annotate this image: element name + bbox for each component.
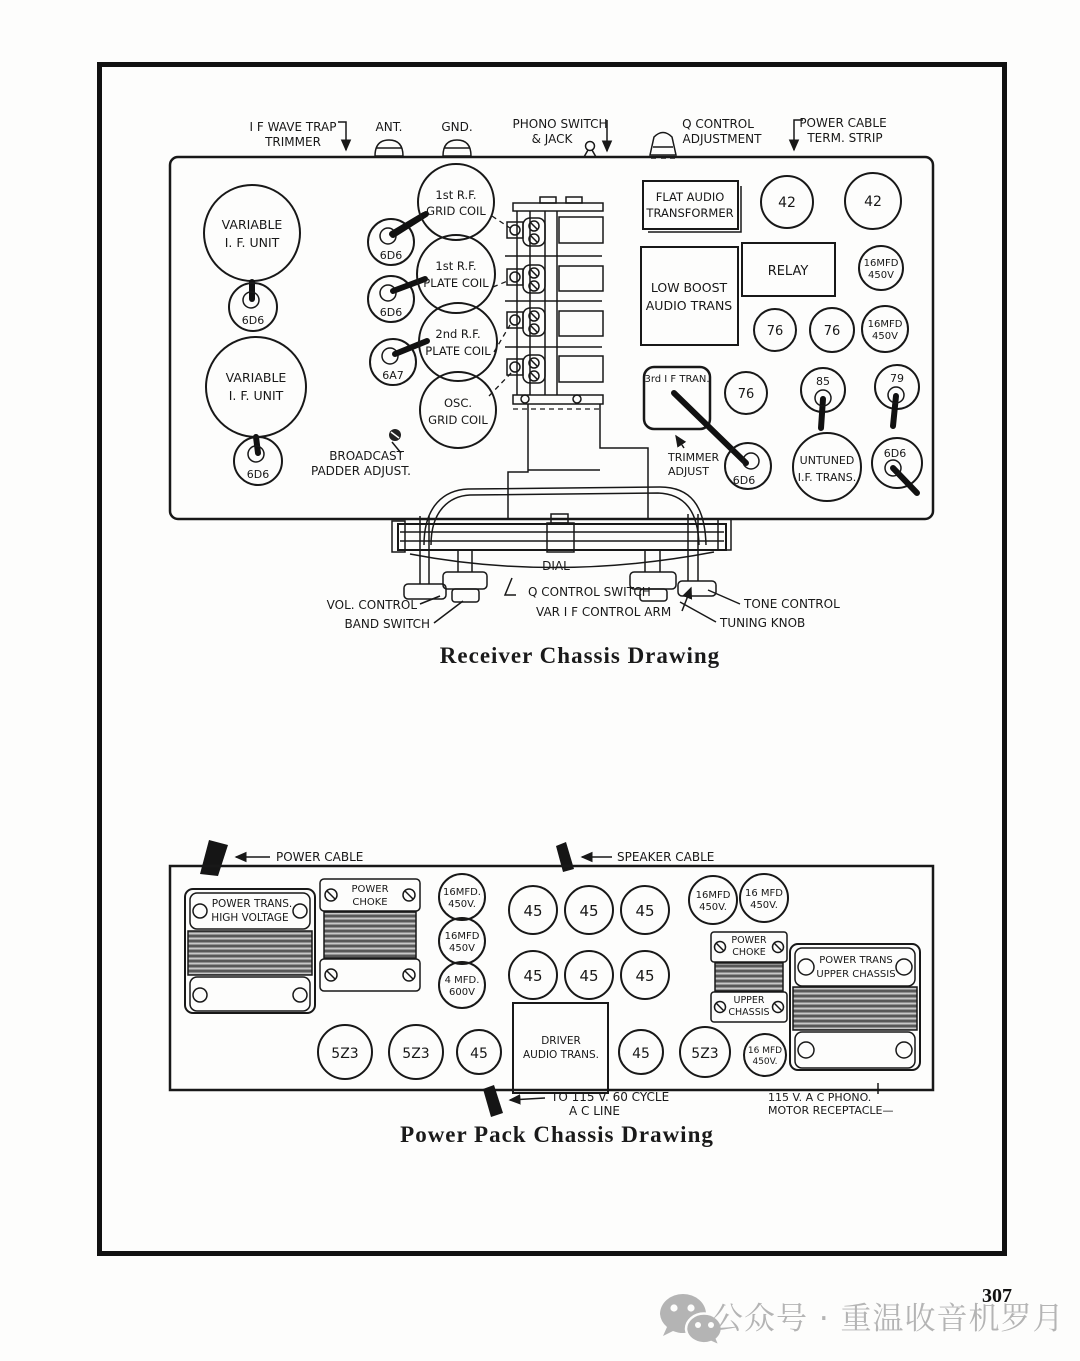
phono-label2: & JACK: [531, 132, 573, 146]
cap-16mfd-450v-p3: [689, 876, 737, 924]
tube-6d6: 6D6: [246, 468, 270, 481]
low-boost-label: LOW BOOST: [650, 280, 728, 295]
tube-79-label: 79: [890, 372, 904, 385]
cap-16mfd-450v-a: [859, 246, 903, 290]
tube-42: 42: [864, 194, 882, 210]
third-if-label: 3rd I F TRAN.: [644, 374, 710, 385]
tube-5z3-b: [389, 1025, 443, 1079]
if-wave-trap-label2: TRIMMER: [265, 135, 321, 149]
third-if-transformer: [644, 367, 746, 478]
tube-45: 45: [579, 902, 599, 920]
callout-q-control-adjustment: [650, 117, 762, 158]
relay-label: RELAY: [767, 264, 809, 279]
driver-audio-trans: [513, 1003, 608, 1093]
trans-hv-label: POWER TRANS.: [211, 898, 293, 910]
flat-audio-label: FLAT AUDIO: [655, 190, 725, 204]
variable-if-unit-2: [206, 337, 306, 485]
cap-16mfd-450v-p2: [439, 918, 485, 964]
tube-79: [875, 365, 919, 426]
trimmer-adjust-label2: ADJUST: [668, 465, 709, 478]
receiver-chassis-drawing: [170, 116, 933, 631]
gnd-label: GND.: [441, 120, 473, 134]
grid-coil-1-label: 1st R.F.: [435, 188, 477, 202]
tube-45: 45: [632, 1046, 650, 1062]
leader-line: [338, 122, 346, 150]
tube-76: 76: [766, 324, 784, 339]
callout-ant: [371, 120, 407, 157]
flat-audio-label2: TRANSFORMER: [646, 206, 734, 220]
tube-6d6-third-if: [725, 443, 771, 489]
variable-if-2-label2: I. F. UNIT: [228, 388, 284, 403]
tube-5z3: 5Z3: [402, 1046, 430, 1062]
ac-line-label: TO 115 V. 60 CYCLE: [551, 1090, 670, 1104]
receiver-drawing-title: Receiver Chassis Drawing: [439, 643, 721, 668]
cap-label2: 450V: [868, 270, 894, 281]
tube-45-bottom-b: [619, 1030, 663, 1074]
tube-45-row1: [509, 886, 669, 934]
upper-chassis-label: UPPER: [733, 995, 765, 1006]
tube-45: 45: [635, 902, 655, 920]
cap-label2: 450V.: [750, 900, 778, 911]
power-drawing-title: Power Pack Chassis Drawing: [400, 1122, 714, 1147]
untuned-if-trans: [793, 433, 861, 501]
tube-45: 45: [635, 967, 655, 985]
coil-rf2-plate: [419, 303, 510, 381]
watermark-text: 公众号 · 重温收音机罗月: [712, 1301, 1065, 1337]
tube-5z3: 5Z3: [691, 1046, 719, 1062]
coil-rf1-grid: [418, 164, 510, 240]
callout-power-cable: [200, 840, 363, 876]
if-wave-trap-label: I F WAVE TRAP: [249, 120, 337, 134]
choke-upper-label2: CHOKE: [732, 947, 766, 958]
cap-16mfd-450v-b: [862, 306, 908, 352]
speaker-cable-label: SPEAKER CABLE: [617, 850, 715, 864]
power-cable-term-label2: TERM. STRIP: [807, 131, 883, 145]
tube-6d6: 6D6: [241, 314, 265, 327]
cap-label2: 450V.: [752, 1057, 778, 1067]
ac-line-label2: A C LINE: [569, 1104, 620, 1118]
phono-jack-glyph: [586, 142, 595, 151]
trimmer-adjust-label: TRIMMER: [668, 451, 720, 464]
plate-coil-1-label: 1st R.F.: [435, 259, 477, 273]
cap-16mfd-450v-p5: [744, 1034, 786, 1076]
driver-label: DRIVER: [541, 1035, 581, 1047]
gang-trimmer-4: [507, 355, 545, 383]
tube-45: 45: [579, 967, 599, 985]
cap-label: 4 MFD.: [444, 975, 480, 986]
cap-label: 16MFD: [863, 258, 899, 269]
cap-label: 16MFD: [444, 931, 480, 942]
gang-trimmer-3: [507, 308, 545, 336]
q-switch-pointer: [505, 578, 516, 595]
tuning-knob-label: TUNING KNOB: [720, 616, 806, 630]
tube-6d6: 6D6: [732, 474, 756, 487]
cap-label: 16MFD: [867, 319, 903, 330]
cap-16mfd-450v-p4: [740, 874, 788, 922]
variable-if-2-label: VARIABLE: [225, 370, 287, 385]
cap-label: 16MFD.: [443, 887, 481, 898]
cap-label2: 450V.: [699, 902, 727, 913]
phono-label: PHONO SWITCH: [512, 117, 608, 131]
cap-label2: 450V: [872, 331, 898, 342]
cap-label: 16 MFD: [747, 1046, 783, 1056]
tube-6d6-rf1-grid: [368, 214, 426, 265]
trans-hv-label2: HIGH VOLTAGE: [211, 912, 289, 924]
trans-upper-label: POWER TRANS: [819, 955, 893, 966]
speaker-cable-glyph: [556, 842, 574, 872]
low-boost-audio-trans: [641, 247, 738, 345]
power-cable-term-label: POWER CABLE: [799, 116, 887, 130]
cap-label: 16MFD: [695, 890, 731, 901]
tube-5z3-c: [680, 1027, 730, 1077]
relay-box: [742, 243, 835, 296]
driver-label2: AUDIO TRANS.: [523, 1049, 599, 1061]
tube-42-a: [761, 176, 813, 228]
tuning-gang-assembly: [505, 197, 648, 518]
q-control-glyph: [650, 133, 676, 156]
tone-control-label: TONE CONTROL: [744, 597, 840, 611]
cap-16mfd-450v-p1: [439, 874, 485, 920]
var-if-arm-label: VAR I F CONTROL ARM: [536, 605, 672, 619]
ant-label: ANT.: [375, 120, 403, 134]
untuned-label: UNTUNED: [799, 454, 855, 467]
gang-trimmer-2: [507, 265, 545, 293]
tube-5z3: 5Z3: [331, 1046, 359, 1062]
gang-trimmer-1: [507, 218, 545, 246]
coil-osc-grid: [420, 372, 512, 448]
coil-rf1-plate: [417, 235, 510, 313]
tube-6d6-right: [872, 438, 922, 493]
tube-85-label: 85: [816, 375, 830, 388]
choke-label: POWER: [351, 884, 389, 895]
tube-42-b: [845, 173, 901, 229]
power-choke-left: [320, 879, 420, 991]
cap-label2: 450V: [449, 943, 475, 954]
callout-broadcast-padder: [311, 429, 411, 478]
power-choke-upper: [711, 932, 787, 1022]
osc-coil-label2: GRID COIL: [428, 413, 488, 427]
tube-6a7: 6A7: [382, 369, 404, 382]
tube-76: 76: [823, 324, 841, 339]
vol-control-label: VOL. CONTROL: [326, 598, 417, 612]
plate-coil-2-label2: PLATE COIL: [425, 344, 491, 358]
broadcast-label2: PADDER ADJUST.: [310, 464, 411, 478]
power-cable-glyph: [200, 840, 228, 876]
phono-receptacle-label: 115 V. A C PHONO.: [768, 1091, 872, 1104]
grid-coil-1-label2: GRID COIL: [426, 204, 486, 218]
cap-4mfd-600v: [439, 962, 485, 1008]
band-switch-label: BAND SWITCH: [344, 617, 430, 631]
tube-6d6: 6D6: [379, 306, 403, 319]
tube-45: 45: [523, 902, 543, 920]
callout-if-wave-trap-trimmer: [250, 120, 346, 150]
dial-label: DIAL: [542, 559, 570, 573]
tube-5z3-a: [318, 1025, 372, 1079]
plate-coil-1-label2: PLATE COIL: [423, 276, 489, 290]
tube-45-row2: [509, 951, 669, 999]
callout-power-cable-term-strip: [794, 116, 887, 150]
variable-if-1-label: VARIABLE: [221, 217, 283, 232]
broadcast-label: BROADCAST: [329, 449, 404, 463]
power-trans-high-voltage: [185, 889, 315, 1013]
trans-upper-label2: UPPER CHASSIS: [816, 969, 896, 980]
q-control-label2: ADJUSTMENT: [682, 132, 762, 146]
tube-6d6: 6D6: [379, 249, 403, 262]
page-number: 307: [982, 1285, 1012, 1307]
callout-speaker-cable: [556, 842, 714, 872]
tube-6d6-rf1-plate: [368, 276, 425, 322]
q-control-label: Q CONTROL: [682, 117, 754, 131]
untuned-label2: I.F. TRANS.: [797, 471, 857, 484]
flat-audio-transformer: [643, 181, 741, 232]
tube-76-c: [725, 372, 767, 414]
power-trans-upper-chassis: [790, 944, 920, 1070]
low-boost-label2: AUDIO TRANS: [645, 298, 733, 313]
tube-45-bottom-a: [457, 1030, 501, 1074]
tube-45: 45: [470, 1046, 488, 1062]
upper-chassis-label2: CHASSIS: [728, 1007, 770, 1018]
callout-phono-switch-jack: [513, 117, 608, 157]
callout-gnd: [439, 120, 475, 157]
tube-6d6: 6D6: [883, 447, 907, 460]
tube-76: 76: [737, 387, 755, 402]
tube-42: 42: [778, 195, 796, 211]
tube-76-b: [810, 308, 854, 352]
tube-85: [801, 368, 845, 428]
osc-coil-label: OSC.: [443, 396, 473, 410]
choke-label2: CHOKE: [352, 897, 388, 908]
choke-upper-label: POWER: [731, 935, 767, 946]
phono-receptacle-label2: MOTOR RECEPTACLE—: [768, 1104, 894, 1117]
power-pack-chassis-drawing: [170, 840, 933, 1118]
variable-if-unit-1: [204, 185, 300, 331]
variable-if-1-label2: I. F. UNIT: [224, 235, 280, 250]
tube-45: 45: [523, 967, 543, 985]
power-cable-label: POWER CABLE: [276, 850, 364, 864]
cap-label2: 600V: [449, 987, 475, 998]
tube-76-a: [754, 309, 796, 351]
plate-coil-2-label: 2nd R.F.: [435, 327, 481, 341]
cap-label: 16 MFD: [745, 888, 783, 899]
callout-phono-receptacle: [768, 1083, 893, 1117]
cap-label2: 450V.: [448, 899, 476, 910]
q-switch-label: Q CONTROL SWITCH: [528, 585, 651, 599]
